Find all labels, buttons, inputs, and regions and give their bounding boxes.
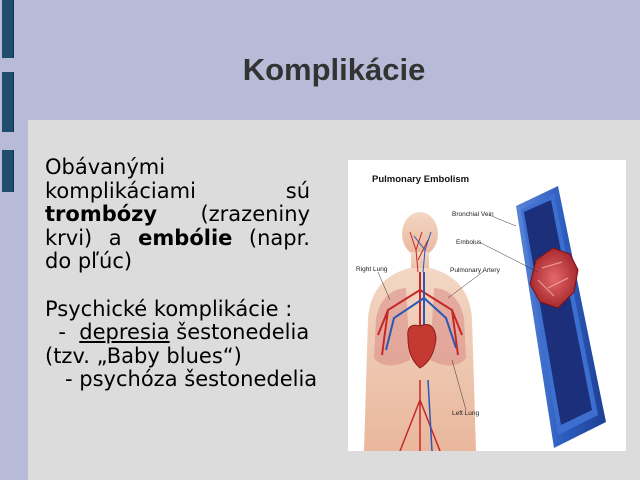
pulmonary-embolism-illustration [348,160,626,451]
paragraph-text-b: (zrazeniny krvi) a [45,202,310,250]
slide-title: Komplikácie [242,52,426,87]
bold-thrombosis: trombózy [45,202,158,226]
slide-body [45,155,318,392]
paragraph-text-a: Obávanými komplikáciami sú [45,155,310,203]
label-embolus: Embolus [456,239,482,246]
depression-link[interactable]: depresia [79,320,170,344]
magnified-vessel [516,186,606,448]
label-bronchial-vein: Bronchial Vein [452,211,494,218]
left-accent-strip [0,0,28,480]
label-pulmonary-artery: Pulmonary Artery [450,267,500,274]
accent-block-1 [2,0,14,58]
illustration-svg [348,160,626,451]
complications-paragraph [45,156,310,274]
psychic-item-depression [45,321,310,368]
label-right-lung: Right Lung [356,266,388,273]
bold-embolism: embólie [138,225,233,250]
paragraph-text-c: (napr. do pľúc) [45,225,310,273]
item1-rest: šestonedelia (tzv. „Baby blues“) [45,320,310,368]
label-left-lung: Left Lung [452,410,480,417]
figure-title: Pulmonary Embolism [372,174,470,185]
psychic-item-psychosis: - psychóza šestonedelia [45,367,318,391]
accent-block-2 [2,72,14,132]
item1-prefix: - [45,320,80,344]
accent-block-3 [2,150,14,192]
psychic-heading: Psychické komplikácie : [45,296,293,321]
paragraph-gap [45,274,310,298]
